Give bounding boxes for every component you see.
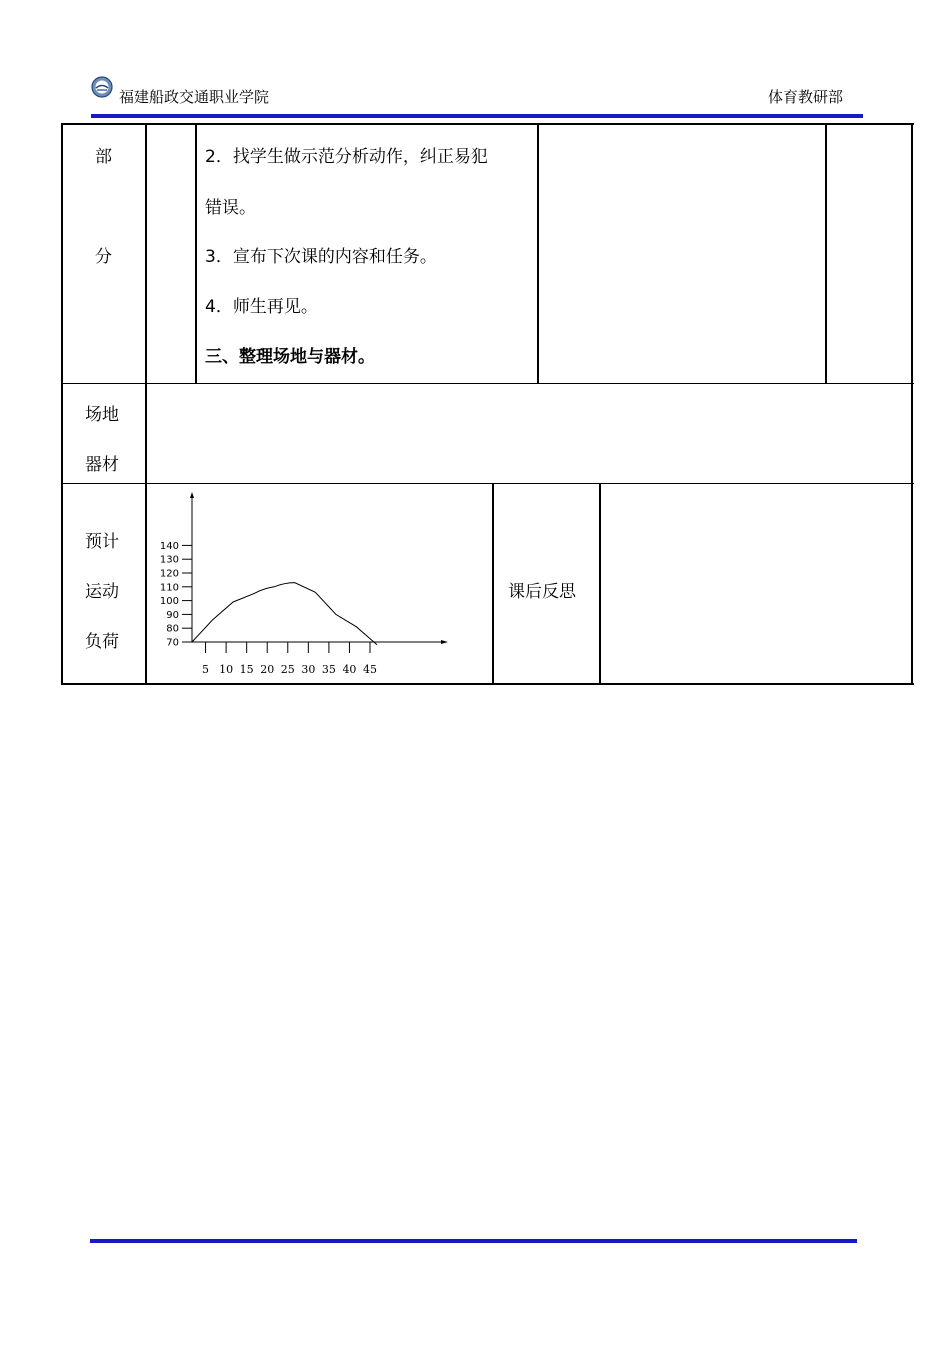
y-tick-label: 90 bbox=[166, 609, 179, 621]
venue-label-line1: 场地 bbox=[85, 405, 119, 425]
school-emblem-icon bbox=[91, 76, 113, 98]
department-name: 体育教研部 bbox=[767, 88, 843, 106]
x-tick-label: 10 bbox=[219, 663, 234, 676]
part-label-bottom: 分 bbox=[95, 247, 112, 267]
exercise-load-chart bbox=[150, 487, 480, 679]
content-line: 2．找学生做示范分析动作，纠正易犯 bbox=[205, 147, 488, 167]
x-tick-label: 40 bbox=[342, 663, 357, 676]
load-label-line3: 负荷 bbox=[85, 632, 119, 652]
y-tick-label: 140 bbox=[159, 540, 179, 552]
y-tick-label: 100 bbox=[159, 596, 179, 608]
x-tick-label: 15 bbox=[239, 663, 254, 676]
x-tick-label: 25 bbox=[280, 663, 295, 676]
load-series-line bbox=[192, 583, 377, 645]
y-tick-label: 120 bbox=[159, 568, 179, 580]
load-label-line2: 运动 bbox=[85, 582, 119, 602]
y-tick-label: 70 bbox=[166, 637, 179, 649]
content-line: 4．师生再见。 bbox=[205, 297, 318, 317]
x-tick-label: 30 bbox=[301, 663, 316, 676]
content-line: 错误。 bbox=[205, 198, 256, 218]
page-header bbox=[91, 72, 863, 118]
school-name: 福建船政交通职业学院 bbox=[119, 88, 270, 106]
content-line: 3．宣布下次课的内容和任务。 bbox=[205, 247, 437, 267]
part-label-top: 部 bbox=[95, 147, 112, 167]
x-tick-label: 45 bbox=[363, 663, 377, 676]
y-tick-label: 130 bbox=[159, 554, 179, 566]
reflection-label: 课后反思 bbox=[508, 582, 576, 602]
y-axis-arrow bbox=[190, 492, 194, 498]
header-rule bbox=[91, 114, 863, 118]
y-tick-label: 80 bbox=[166, 623, 179, 635]
x-tick-label: 35 bbox=[321, 663, 336, 676]
x-tick-label: 20 bbox=[260, 663, 275, 676]
load-label-line1: 预计 bbox=[85, 532, 119, 552]
footer-rule bbox=[90, 1239, 857, 1243]
venue-label-line2: 器材 bbox=[85, 455, 119, 475]
y-tick-label: 110 bbox=[159, 582, 179, 594]
x-axis-arrow bbox=[441, 640, 448, 644]
content-heading: 三、整理场地与器材。 bbox=[205, 347, 375, 367]
x-tick-label: 5 bbox=[202, 663, 210, 676]
